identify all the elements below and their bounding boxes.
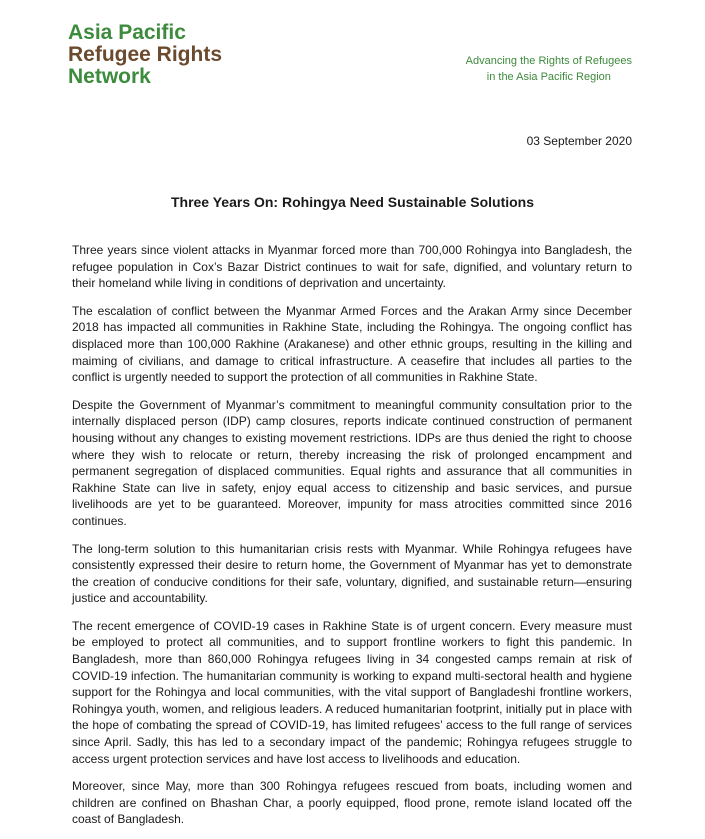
organization-tagline: [466, 53, 632, 85]
paragraph: The escalation of conflict between the Myanmar Armed Forces and the Arakan Army since December 2018 has impacted all communities in Rakhine State, including the Rohingya. The ongoing conflict has displaced more than 100,000 Rakhine (Arakanese) and other ethnic groups, resulting in the killing and maiming of civilians, and damage to critical infrastructure. A ceasefire that includes all parties to the conflict is urgently needed to support the protection of all communities in Rakhine State.: [72, 303, 632, 385]
organization-logo: [68, 22, 222, 88]
tagline-line-1: Advancing the Rights of Refugees: [465, 55, 632, 67]
logo-line-2: Refugee Rights: [68, 43, 223, 66]
logo-line-3: Network: [68, 65, 151, 88]
paragraph: Moreover, since May, more than 300 Rohingya refugees rescued from boats, including women and children are confined on Bhashan Char, a poorly equipped, flood prone, remote island located off the coast of Bangladesh.: [72, 779, 632, 827]
paragraph: Three years since violent attacks in Myanmar forced more than 700,000 Rohingya into Bangladesh, the refugee population in Cox’s Bazar District continues to wait for safe, dignified, and voluntary return to their homeland while living in conditions of deprivation and uncertainty.: [72, 243, 632, 291]
tagline-line-2: in the Asia Pacific Region: [486, 71, 611, 83]
document-date: 03 September 2020: [526, 134, 632, 148]
document-body: [72, 242, 632, 839]
logo-line-1: Asia Pacific: [68, 21, 186, 44]
document-title: Three Years On: Rohingya Need Sustainable Solutions: [170, 194, 535, 210]
paragraph: The long-term solution to this humanitarian crisis rests with Myanmar. While Rohingya refugees have consistently expressed their desire to return home, the Government of Myanmar has yet to demonstrate the creation of conducive conditions for their safe, voluntary, dignified, and sustainable return—ensuring justice and accountability.: [72, 541, 632, 606]
paragraph: The recent emergence of COVID-19 cases in Rakhine State is of urgent concern. Every measure must be employed to protect all communities, and to support frontline workers to fight this pandemic. In Bangladesh, more than 860,000 Rohingya refugees living in 34 congested camps remain at risk of COVID-19 infection. The humanitarian community is working to expand multi-sectoral health and hygiene support for the Rohingya and local communities, with the vital support of Bangladeshi frontline workers, Rohingya youth, women, and religious leaders. A reduced humanitarian footprint, initially put in place with the hope of combating the spread of COVID-19, has limited refugees’ access to the full range of services since April. Sadly, this has led to a secondary impact of the pandemic; Rohingya refugees struggle to access urgent protection services and have lost access to livelihoods and education.: [72, 618, 632, 766]
paragraph: Despite the Government of Myanmar’s commitment to meaningful community consultation prior to the internally displaced person (IDP) camp closures, reports indicate continued construction of permanent housing without any changes to existing movement restrictions. IDPs are thus denied the right to choose where they wish to relocate or return, thereby increasing the risk of prolonged encampment and permanent segregation of displaced communities. Equal rights and assurance that all communities in Rakhine State can live in safety, enjoy equal access to citizenship and basic services, and pursue livelihoods are yet to be guaranteed. Moreover, impunity for mass atrocities committed since 2016 continues.: [72, 397, 632, 528]
